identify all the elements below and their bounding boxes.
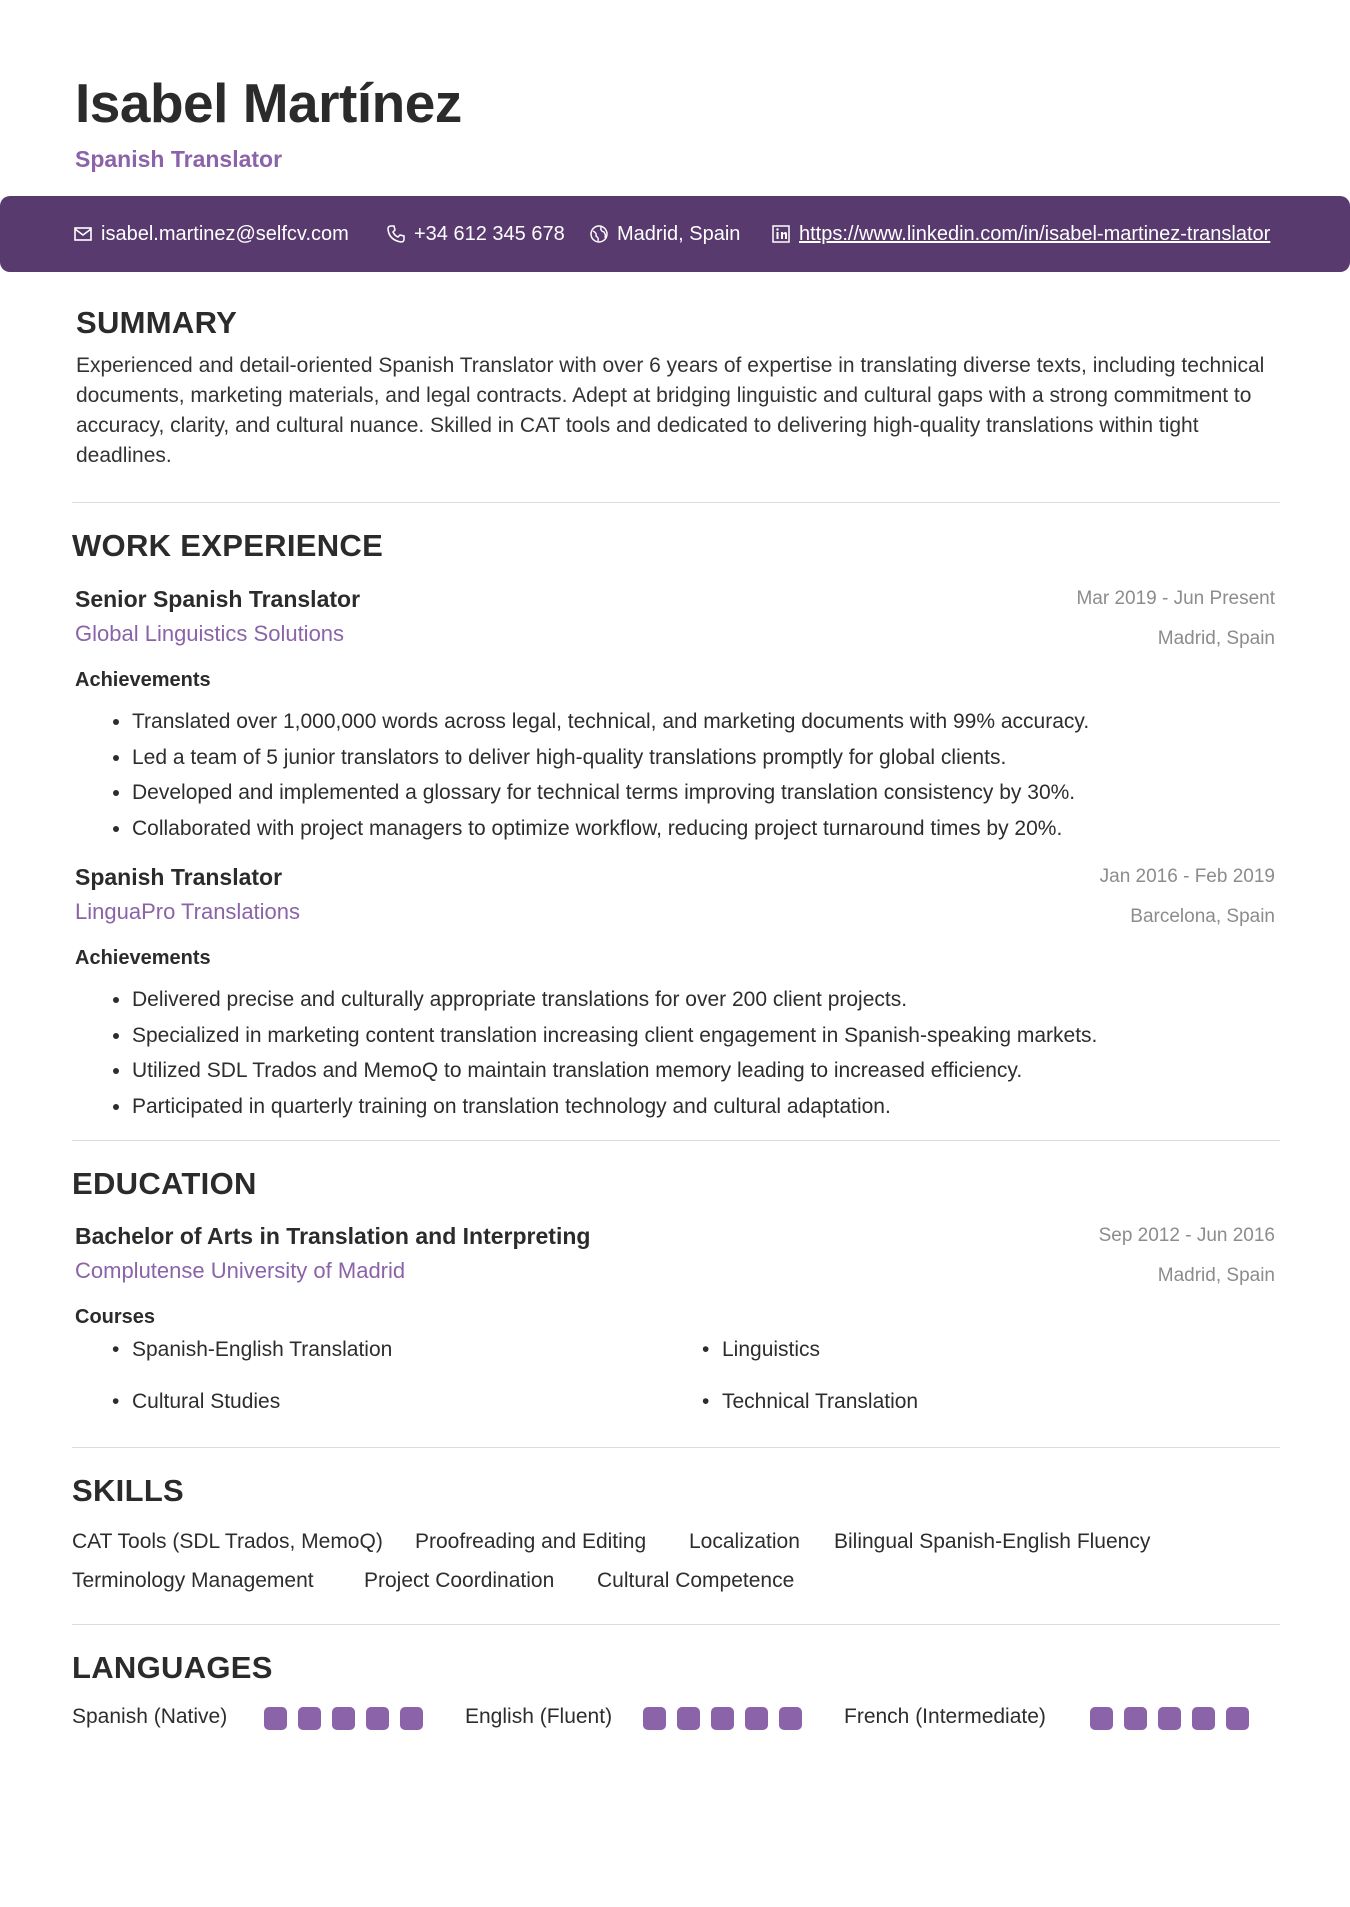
list-item: • Developed and implemented a glossary for technical terms improving translation consistency by 30%. <box>132 775 1275 811</box>
skill-item: CAT Tools (SDL Trados, MemoQ) <box>72 1530 383 1553</box>
languages-section <box>72 1650 1280 1686</box>
linkedin-icon <box>771 224 791 244</box>
globe-icon <box>589 224 609 244</box>
list-item: • Utilized SDL Trados and MemoQ to maintain translation memory leading to increased efficiency. <box>132 1053 1275 1089</box>
job-company: Global Linguistics Solutions <box>75 621 345 646</box>
achievements-heading: Achievements <box>75 947 211 969</box>
degree-title: Bachelor of Arts in Translation and Interpreting <box>75 1223 591 1249</box>
list-item: • Participated in quarterly training on translation technology and cultural adaptation. <box>132 1089 1275 1125</box>
list-item: • Led a team of 5 junior translators to deliver high-quality translations promptly for global clients. <box>132 740 1275 776</box>
level-dot <box>366 1707 389 1730</box>
experience-section <box>72 528 1280 564</box>
skill-item: Proofreading and Editing <box>415 1530 647 1553</box>
job-dates: Jan 2016 - Feb 2019 <box>1099 866 1275 887</box>
languages-title: LANGUAGES <box>72 1650 273 1685</box>
location-text: Madrid, Spain <box>617 222 741 245</box>
phone-text: +34 612 345 678 <box>414 222 565 245</box>
job-location: Madrid, Spain <box>1157 628 1275 649</box>
level-dot <box>779 1707 802 1730</box>
level-dot <box>1124 1707 1147 1730</box>
contact-bar <box>0 196 1350 272</box>
divider <box>72 1624 1280 1625</box>
contact-location <box>589 196 740 272</box>
mail-icon <box>73 224 93 244</box>
school-name: Complutense University of Madrid <box>75 1258 406 1283</box>
level-dot <box>1226 1707 1249 1730</box>
contact-phone[interactable] <box>386 196 565 272</box>
skill-item: Bilingual Spanish-English Fluency <box>834 1530 1151 1553</box>
job-title: Spanish Translator <box>75 864 283 890</box>
contact-linkedin[interactable] <box>771 196 1270 272</box>
course-item: • Linguistics <box>722 1338 820 1362</box>
job-entry <box>75 586 1275 846</box>
skills-title: SKILLS <box>72 1473 185 1508</box>
education-title: EDUCATION <box>72 1166 257 1201</box>
skill-item: Terminology Management <box>72 1569 314 1592</box>
summary-text: Experienced and detail-oriented Spanish Translator with over 6 years of expertise in translating diverse texts, including technical documents, marketing materials, and legal contracts. Adept at bridging linguistic and cultural gaps with a strong commitment to accuracy, clarity, and cultural nuance. Skilled in CAT tools and dedicated to delivering high-quality translations within tight deadlines. <box>76 354 1265 467</box>
course-item: • Spanish-English Translation <box>132 1338 392 1362</box>
courses-heading: Courses <box>75 1306 156 1328</box>
job-title: Senior Spanish Translator <box>75 586 361 612</box>
course-item: • Technical Translation <box>722 1390 918 1414</box>
email-text: isabel.martinez@selfcv.com <box>101 222 349 245</box>
skill-item: Project Coordination <box>364 1569 555 1592</box>
level-dot <box>711 1707 734 1730</box>
job-entry <box>75 864 1275 1124</box>
level-dot <box>643 1707 666 1730</box>
achievements-heading: Achievements <box>75 669 211 691</box>
course-item: • Cultural Studies <box>132 1390 280 1414</box>
education-section <box>72 1166 1280 1202</box>
language-level <box>643 1707 802 1730</box>
language-label: English (Fluent) <box>465 1705 613 1728</box>
language-label: French (Intermediate) <box>844 1705 1046 1728</box>
candidate-name: Isabel Martínez <box>75 72 462 134</box>
divider <box>72 1140 1280 1141</box>
skills-section <box>72 1473 1280 1509</box>
list-item: • Translated over 1,000,000 words across legal, technical, and marketing documents with 99% accuracy. <box>132 704 1275 740</box>
phone-icon <box>386 224 406 244</box>
education-entry <box>75 1223 1275 1329</box>
summary-section <box>72 305 1280 471</box>
list-item: • Specialized in marketing content translation increasing client engagement in Spanish-speaking markets. <box>132 1018 1275 1054</box>
level-dot <box>400 1707 423 1730</box>
level-dot <box>677 1707 700 1730</box>
education-location: Madrid, Spain <box>1157 1265 1275 1286</box>
level-dot <box>298 1707 321 1730</box>
level-dot <box>745 1707 768 1730</box>
job-location: Barcelona, Spain <box>1130 906 1275 927</box>
skill-item: Localization <box>689 1530 800 1553</box>
level-dot <box>1090 1707 1113 1730</box>
resume-header <box>75 72 462 173</box>
achievements-list <box>75 704 1275 846</box>
skill-item: Cultural Competence <box>597 1569 795 1592</box>
divider <box>72 1447 1280 1448</box>
language-label: Spanish (Native) <box>72 1705 228 1728</box>
language-level <box>264 1707 423 1730</box>
divider <box>72 502 1280 503</box>
achievements-list <box>75 982 1275 1124</box>
level-dot <box>1158 1707 1181 1730</box>
job-dates: Mar 2019 - Jun Present <box>1076 588 1275 609</box>
level-dot <box>264 1707 287 1730</box>
contact-email[interactable] <box>73 196 349 272</box>
job-company: LinguaPro Translations <box>75 899 301 924</box>
list-item: • Delivered precise and culturally appropriate translations for over 200 client projects. <box>132 982 1275 1018</box>
list-item: • Collaborated with project managers to optimize workflow, reducing project turnaround times by 20%. <box>132 811 1275 847</box>
education-dates: Sep 2012 - Jun 2016 <box>1098 1225 1275 1246</box>
candidate-role: Spanish Translator <box>75 146 283 172</box>
level-dot <box>332 1707 355 1730</box>
experience-title: WORK EXPERIENCE <box>72 528 384 563</box>
summary-title: SUMMARY <box>76 305 238 340</box>
linkedin-link[interactable]: https://www.linkedin.com/in/isabel-martinez-translator <box>799 222 1271 245</box>
language-level <box>1090 1707 1249 1730</box>
level-dot <box>1192 1707 1215 1730</box>
